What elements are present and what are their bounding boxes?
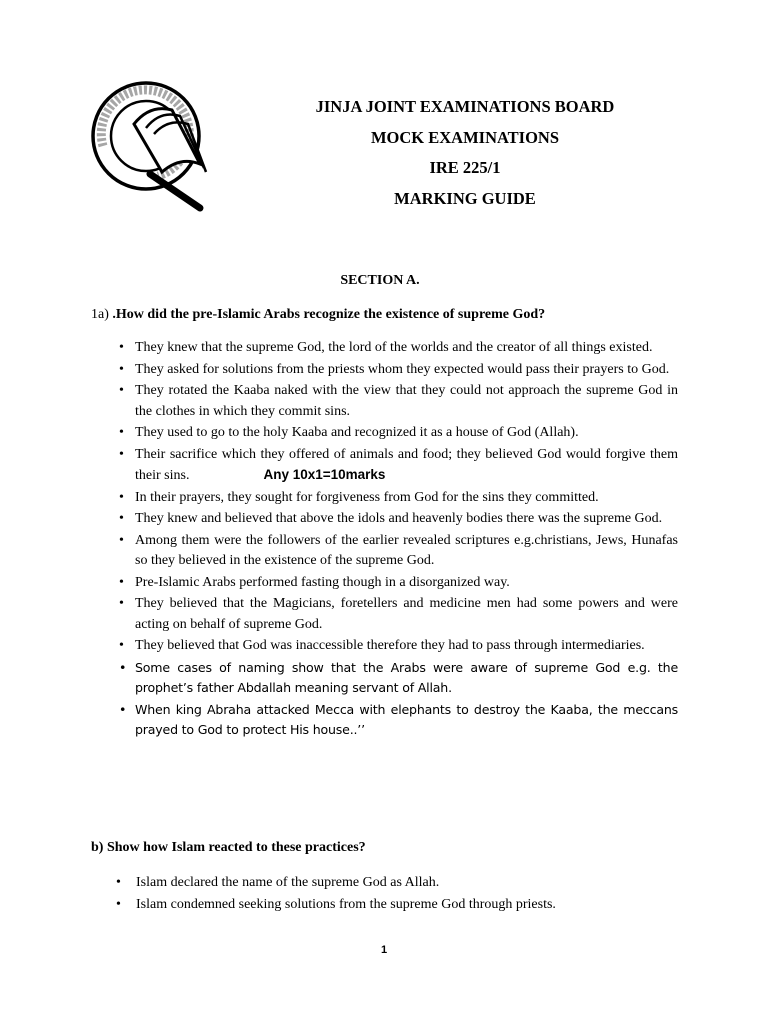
list-item: • When king Abraha attacked Mecca with elephants to destroy the Kaaba, the meccans prayed to God to protect His house..’’ (115, 700, 678, 741)
list-item: • They knew and believed that above the idols and heavenly bodies there was the supreme God. (115, 509, 678, 530)
list-item: • They knew that the supreme God, the lord of the worlds and the creator of all things existed. (115, 338, 678, 359)
list-item: • They used to go to the holy Kaaba and recognized it as a house of God (Allah). (115, 423, 678, 444)
paper-code: IRE 225/1 (429, 158, 501, 177)
list-item: • They believed that God was inaccessible therefore they had to pass through intermediaries. (115, 636, 678, 657)
list-item: • They believed that the Magicians, foretellers and medicine men had some powers and were acting on behalf of supreme God. (115, 594, 678, 635)
list-item: • Among them were the followers of the earlier revealed scriptures e.g.christians, Jews, Hunafas so they believed in the existence of the supreme God. (115, 531, 678, 572)
board-name: JINJA JOINT EXAMINATIONS BOARD (315, 97, 615, 116)
document-header (280, 92, 650, 214)
list-item: • Some cases of naming show that the Arabs were aware of supreme God e.g. the prophet’s father Abdallah meaning servant of Allah. (115, 658, 678, 699)
list-item: • Islam condemned seeking solutions from the supreme God through priests. (112, 894, 672, 916)
list-item: • They rotated the Kaaba naked with the view that they could not approach the supreme God in the clothes in which they commit sins. (115, 381, 678, 422)
marks-note: Any 10x1=10marks (263, 467, 386, 482)
page-number: 1 (380, 944, 388, 956)
section-title: SECTION A. (340, 273, 420, 288)
exam-name: MOCK EXAMINATIONS (370, 127, 560, 147)
question-text: .How did the pre-Islamic Arabs recognize the existence of supreme God? (112, 307, 546, 322)
question-number: 1a) (91, 307, 109, 322)
list-item: • Islam declared the name of the supreme God as Allah. (112, 872, 672, 894)
answer-list-b (112, 872, 672, 916)
answer-list-a (115, 338, 678, 742)
list-item: • In their prayers, they sought for forgiveness from God for the sins they committed. (115, 488, 678, 509)
document-type: MARKING GUIDE (394, 188, 536, 208)
question-1a (91, 307, 545, 323)
list-item: • They asked for solutions from the priests whom they expected would pass their prayers to God. (115, 360, 678, 381)
list-item (115, 445, 678, 487)
jinja-joint-examinations-board-logo (88, 76, 208, 214)
list-item: • Pre-Islamic Arabs performed fasting though in a disorganized way. (115, 573, 678, 594)
list-item-text: Their sacrifice which they offered of animals and food; they believed God would forgive them their sins. (135, 446, 678, 483)
question-1b: b) Show how Islam reacted to these practices? (91, 840, 366, 855)
